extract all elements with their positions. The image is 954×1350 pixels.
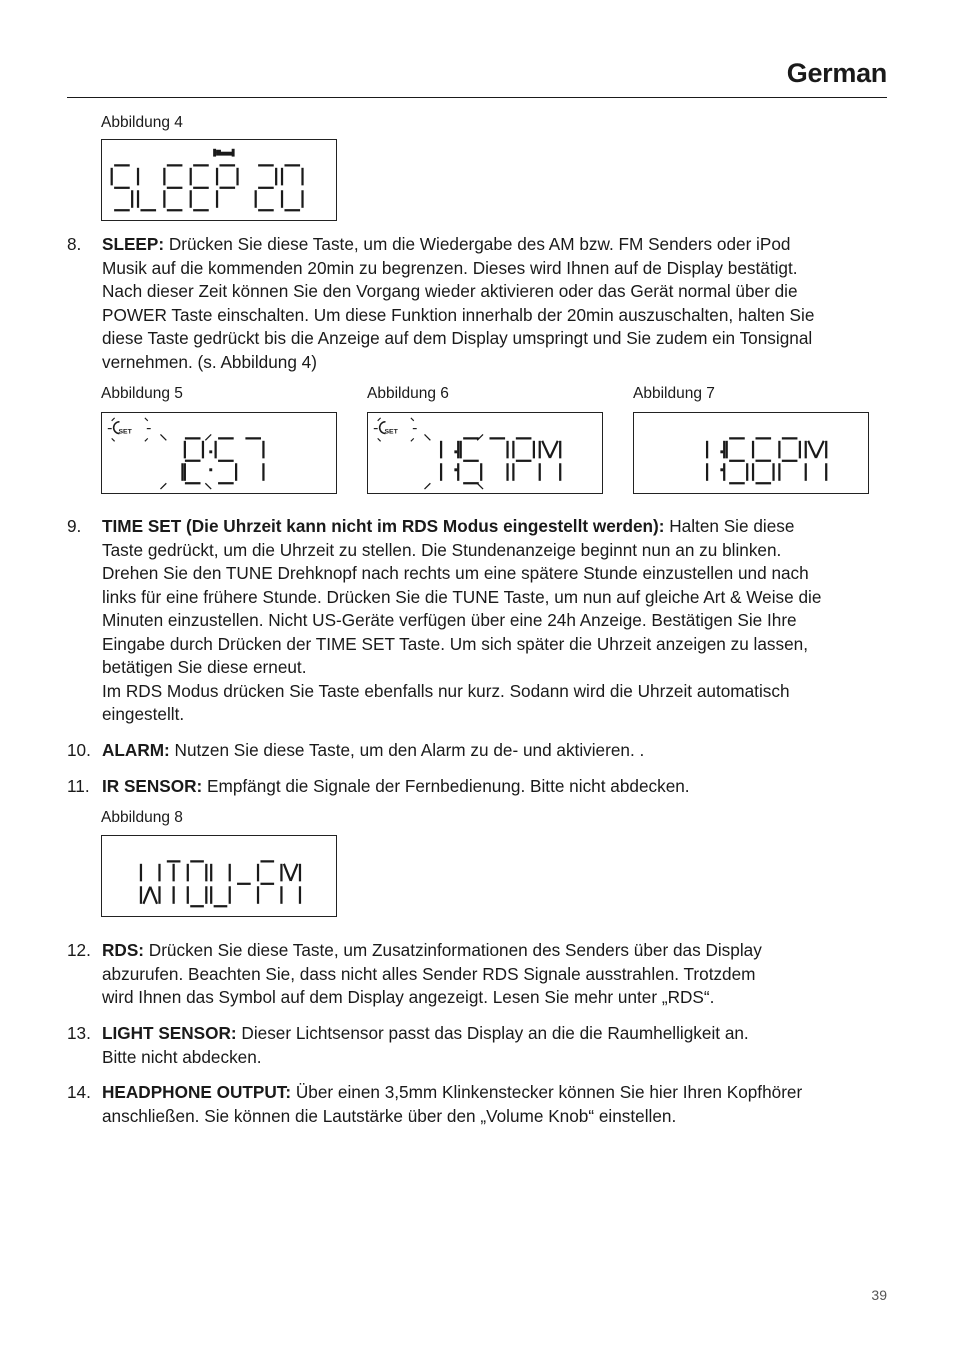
item-body — [102, 739, 887, 763]
bed-icon-part — [216, 150, 221, 153]
blink-ray — [378, 418, 381, 421]
lcd-segment — [808, 441, 816, 458]
item-text-line: POWER Taste einschalten. Um diese Funktion innerhalb der 20min auszuschalten, halten Sie — [102, 304, 815, 325]
item-text: Drücken Sie diese Taste, um die Wiedergabe des AM bzw. FM Senders oder iPod — [164, 234, 791, 254]
item-text-line: Bitte nicht abdecken. — [102, 1046, 262, 1067]
lcd-colon-dot — [209, 468, 212, 471]
blink-ray — [411, 438, 414, 441]
bed-icon-part — [213, 149, 216, 157]
item-text-line — [102, 515, 887, 539]
item-text-line: Musik auf die kommenden 20min zu begrenzen. Dieses wird Ihnen auf de Display bestätigt. — [102, 257, 798, 278]
item-text-line: Nach dieser Zeit können Sie den Vorgang wieder aktivieren oder das Gerät normal über die — [102, 281, 798, 301]
page-title: German — [786, 58, 887, 88]
blink-ray — [112, 438, 115, 441]
item-text-line: vernehmen. (s. Abbildung 4) — [102, 351, 317, 372]
page-number: 39 — [871, 1287, 887, 1303]
item-body — [102, 1022, 887, 1069]
item-text-line: betätigen Sie diese erneut. — [102, 657, 307, 677]
item-number: 9. — [67, 516, 82, 536]
item-text: Empfängt die Signale der Fernbedienung. Bitte nicht abdecken. — [202, 776, 690, 796]
item-term: HEADPHONE OUTPUT: — [102, 1082, 292, 1102]
lcd-segment — [291, 864, 298, 881]
lcd-colon-dot — [720, 450, 723, 453]
lcd-colon-dot — [209, 450, 212, 453]
item-body — [102, 1081, 887, 1128]
lcd-colon-dot — [454, 468, 457, 471]
blink-ray — [411, 418, 414, 421]
list-item-light-sensor — [67, 1022, 887, 1069]
lcd-time-12-57 — [102, 413, 336, 493]
item-text-line — [102, 1022, 887, 1046]
bed-icon — [213, 149, 234, 157]
blink-ray — [205, 434, 211, 440]
item-number: 12. — [67, 940, 91, 960]
lcd-time-11-57pm — [368, 413, 602, 493]
lcd-display-figure-5 — [101, 412, 337, 494]
lcd-segment — [150, 887, 157, 904]
figure-6-label: Abbildung 6 — [367, 385, 449, 402]
item-text-line: Drehen Sie den TUNE Drehknopf nach rechts um eine spätere Stunde einzustellen und nach — [102, 563, 809, 583]
item-term: TIME SET (Die Uhrzeit kann nicht im RDS Modus eingestellt werden): — [102, 516, 665, 536]
header-divider — [67, 97, 887, 98]
item-text: Nutzen Sie diese Taste, um den Alarm zu de- und aktivieren. . — [169, 740, 645, 760]
item-text-line — [102, 233, 887, 257]
blink-ray — [112, 418, 115, 421]
item-term: LIGHT SENSOR: — [102, 1023, 237, 1043]
lcd-colon-dot — [720, 468, 723, 471]
figure-7-label: Abbildung 7 — [633, 385, 715, 402]
item-text-line: eingestellt. — [102, 704, 185, 724]
blink-ray — [425, 434, 431, 440]
item-text-line: Taste gedrückt, um die Uhrzeit zu stellen. Die Stundenanzeige beginnt nun an zu blinken. — [102, 539, 782, 560]
item-text-line: Im RDS Modus drücken Sie Taste ebenfalls nur kurz. Sodann wird die Uhrzeit automatisch — [102, 680, 790, 701]
item-text: Dieser Lichtsensor passt das Display an die die Raumhelligkeit an. — [236, 1023, 749, 1043]
list-item-rds — [67, 939, 887, 1010]
item-term: RDS: — [102, 940, 145, 960]
item-text: Halten Sie diese — [664, 516, 795, 536]
item-term: SLEEP: — [102, 234, 165, 254]
blink-ray — [145, 438, 148, 441]
list-item-alarm — [67, 739, 887, 763]
list-item-sleep — [67, 233, 887, 374]
lcd-segment — [816, 441, 824, 458]
item-number: 8. — [67, 234, 82, 254]
item-text: Drücken Sie diese Taste, um Zusatzinformationen des Senders über das Display — [144, 940, 762, 960]
lcd-display-figure-8 — [101, 835, 337, 917]
list-item-headphone-output — [67, 1081, 887, 1128]
item-number: 13. — [67, 1023, 91, 1043]
item-text-line: Minuten einzustellen. Nicht US-Geräte verfügen über eine 24h Anzeige. Bestätigen Sie Ihre — [102, 610, 797, 630]
lcd-display-figure-6 — [367, 412, 603, 494]
item-text-line — [102, 775, 887, 799]
item-text: Über einen 3,5mm Klinkenstecker können Sie hier Ihren Kopfhörer — [291, 1082, 803, 1102]
item-text-line — [102, 1081, 887, 1105]
item-body — [102, 939, 887, 1010]
blink-ray — [160, 434, 166, 440]
lcd-wtov-fm — [102, 836, 336, 916]
figure-8-label: Abbildung 8 — [101, 809, 183, 826]
item-text-line — [102, 739, 887, 763]
set-icon-label: SET — [118, 428, 132, 436]
set-icon-label: SET — [384, 428, 398, 436]
lcd-segment — [284, 864, 291, 881]
lcd-segment — [550, 441, 558, 458]
clock-set-icon — [114, 422, 133, 436]
item-text-line: anschließen. Sie können die Lautstärke über den „Volume Knob“ einstellen. — [102, 1105, 677, 1126]
item-number: 14. — [67, 1082, 91, 1102]
figure-5-label: Abbildung 5 — [101, 385, 183, 402]
lcd-display-figure-7 — [633, 412, 869, 494]
blink-ray — [145, 418, 148, 421]
item-number: 11. — [67, 776, 90, 796]
clock-set-icon — [380, 422, 399, 436]
item-number: 10. — [67, 740, 91, 760]
item-text-line: Eingabe durch Drücken der TIME SET Taste. Um sich später die Uhrzeit anzeigen zu lassen, — [102, 633, 808, 654]
lcd-segment — [143, 887, 150, 904]
list-item-time-set — [67, 515, 887, 727]
item-term: ALARM: — [102, 740, 170, 760]
bed-icon-part — [232, 149, 235, 157]
list-item-ir-sensor — [67, 775, 887, 799]
item-body — [102, 233, 887, 374]
blink-ray — [378, 438, 381, 441]
lcd-sleep-20 — [102, 140, 336, 220]
item-text-line: links für eine frühere Stunde. Drücken Sie die TUNE Taste, um nun auf gleiche Art & Weise die — [102, 586, 822, 607]
item-body — [102, 515, 887, 727]
item-text-line: wird Ihnen das Symbol auf dem Display angezeigt. Lesen Sie mehr unter „RDS“. — [102, 987, 715, 1007]
figure-4-label: Abbildung 4 — [101, 114, 183, 131]
lcd-colon-dot — [454, 450, 457, 453]
blink-ray — [160, 483, 166, 489]
lcd-segment — [542, 441, 550, 458]
blink-ray — [425, 483, 431, 489]
item-body — [102, 775, 887, 799]
lcd-time-11-56pm — [634, 413, 868, 493]
item-text-line: abzurufen. Beachten Sie, dass nicht alles Sender RDS Signale ausstrahlen. Trotzdem — [102, 963, 756, 984]
lcd-display-figure-4 — [101, 139, 337, 221]
item-text-line: diese Taste gedrückt bis die Anzeige auf dem Display umspringt und Sie zudem ein Tonsignal — [102, 328, 813, 348]
item-text-line — [102, 939, 887, 963]
item-term: IR SENSOR: — [102, 776, 203, 796]
blink-ray — [205, 483, 211, 489]
